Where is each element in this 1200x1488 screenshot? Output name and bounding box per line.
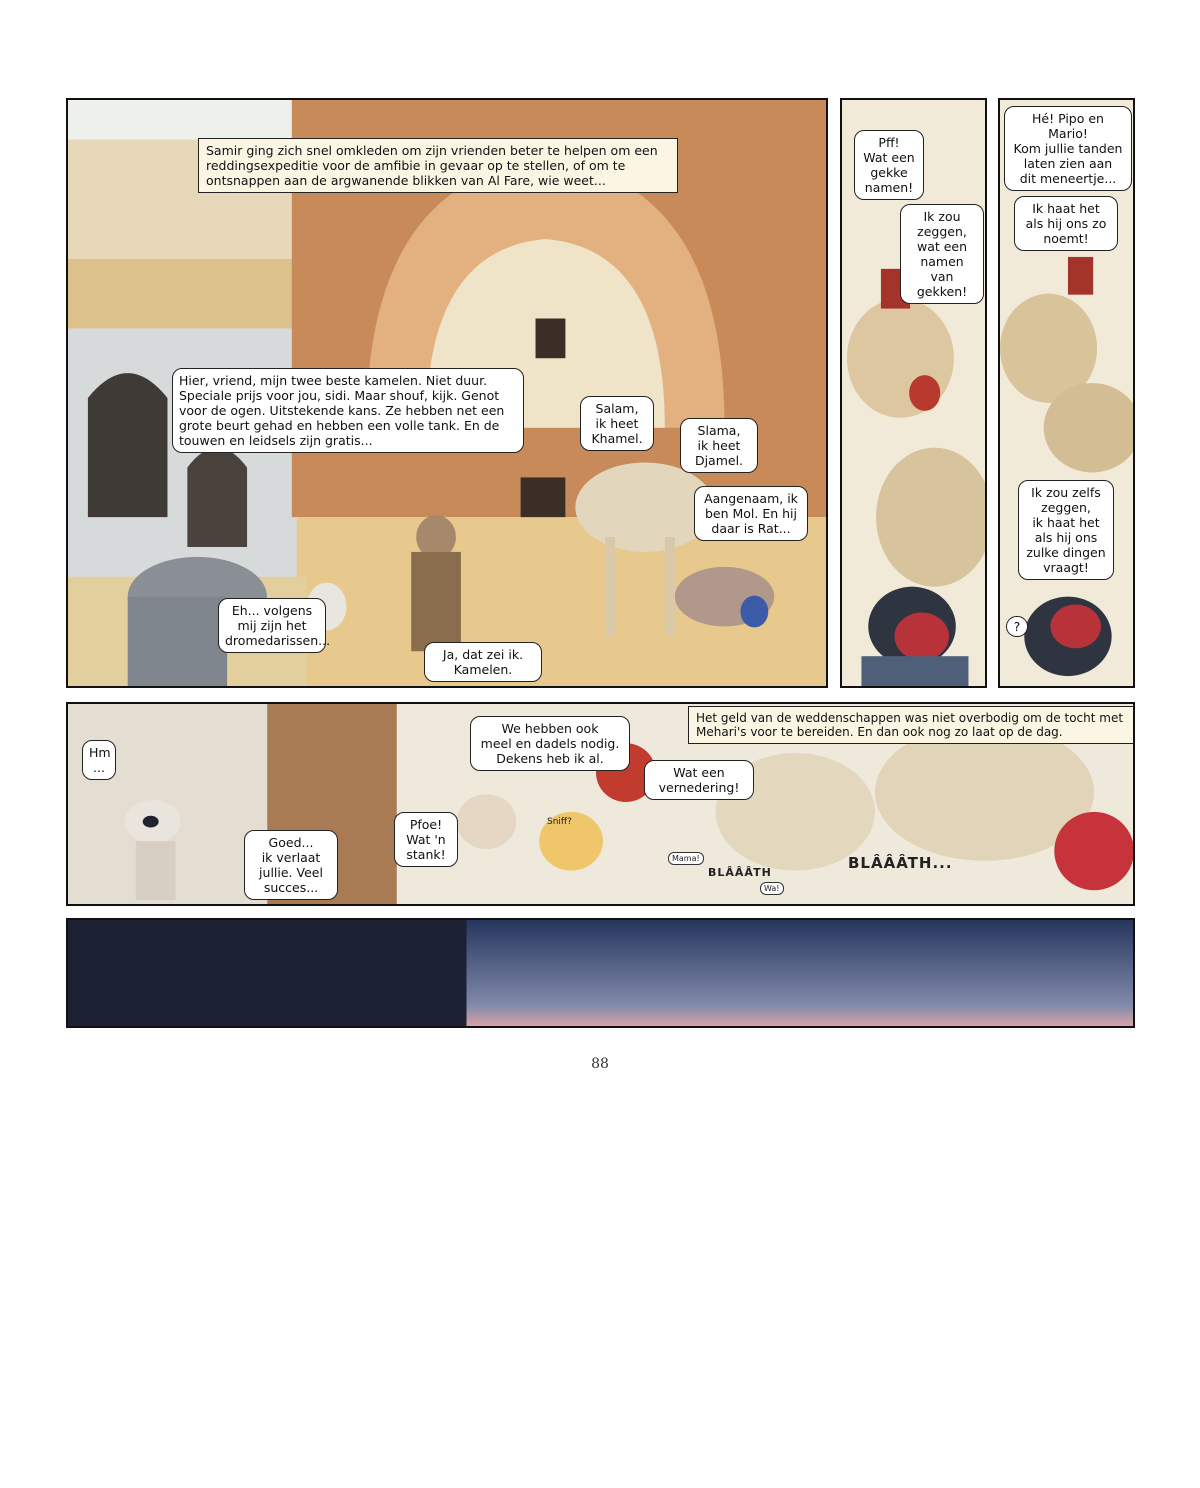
khamel-speech-bubble: Salam, ik heet Khamel. bbox=[580, 396, 654, 451]
mama-sound: Mama! bbox=[668, 852, 704, 865]
he-speech-bubble: Hé! Pipo en Mario! Kom jullie tanden laten zien aan dit meneertje... bbox=[1004, 106, 1132, 191]
hippo-speech-bubble: Eh... volgens mij zijn het dromedarissen... bbox=[218, 598, 326, 653]
merchant-reply-bubble: Ja, dat zei ik. Kamelen. bbox=[424, 642, 542, 682]
narration-caption: Het geld van de weddenschappen was niet overbodig om de tocht met Mehari's voor te bereiden. En dan ook nog zo laat op de dag. bbox=[688, 706, 1135, 744]
mol-speech-bubble: Aangenaam, ik ben Mol. En hij daar is Rat... bbox=[694, 486, 808, 541]
zou-speech-bubble: Ik zou zeggen, wat een namen van gekken! bbox=[900, 204, 984, 304]
narration-caption: Samir ging zich snel omkleden om zijn vrienden beter te helpen om een reddingsexpeditie voor de amfibie in gevaar op te stellen, of om te ontsnappen aan de argwanende blikken van Al Fare, wie weet... bbox=[198, 138, 678, 193]
blaath-sound-1: BLÂÂÂTH bbox=[708, 866, 772, 879]
wa-sound: Wa! bbox=[760, 882, 784, 895]
goed-speech-bubble: Goed... ik verlaat jullie. Veel succes... bbox=[244, 830, 338, 900]
zelfs-speech-bubble: Ik zou zelfs zeggen, ik haat het als hij ons zulke dingen vraagt! bbox=[1018, 480, 1114, 580]
page-number: 88 bbox=[591, 1056, 609, 1072]
blaath-sound-2: BLÂÂÂTH... bbox=[848, 854, 953, 872]
haat-speech-bubble: Ik haat het als hij ons zo noemt! bbox=[1014, 196, 1118, 251]
panel-market bbox=[66, 98, 828, 688]
question-bubble: ? bbox=[1006, 616, 1028, 637]
hm-speech-bubble: Hm ... bbox=[82, 740, 116, 780]
merchant-speech-bubble: Hier, vriend, mijn twee beste kamelen. Niet duur. Speciale prijs voor jou, sidi. Maar shouf, kijk. Genot voor de ogen. Uitstekende kans. Ze hebben net een grote beurt gehad en hebben een volle tank. En de touwen en leidsels zijn gratis... bbox=[172, 368, 524, 453]
panel-camels-1 bbox=[840, 98, 987, 688]
panel-night-port bbox=[66, 918, 1135, 1028]
night-port-illustration bbox=[68, 920, 1133, 1026]
pfoe-speech-bubble: Pfoe! Wat 'n stank! bbox=[394, 812, 458, 867]
panel-camels-2 bbox=[998, 98, 1135, 688]
panel-departure-prep bbox=[66, 702, 1135, 906]
sniff-sound: Sniff? bbox=[547, 817, 572, 827]
meel-speech-bubble: We hebben ook meel en dadels nodig. Dekens heb ik al. bbox=[470, 716, 630, 771]
pff-speech-bubble: Pff! Wat een gekke namen! bbox=[854, 130, 924, 200]
vernedering-speech-bubble: Wat een vernedering! bbox=[644, 760, 754, 800]
djamel-speech-bubble: Slama, ik heet Djamel. bbox=[680, 418, 758, 473]
